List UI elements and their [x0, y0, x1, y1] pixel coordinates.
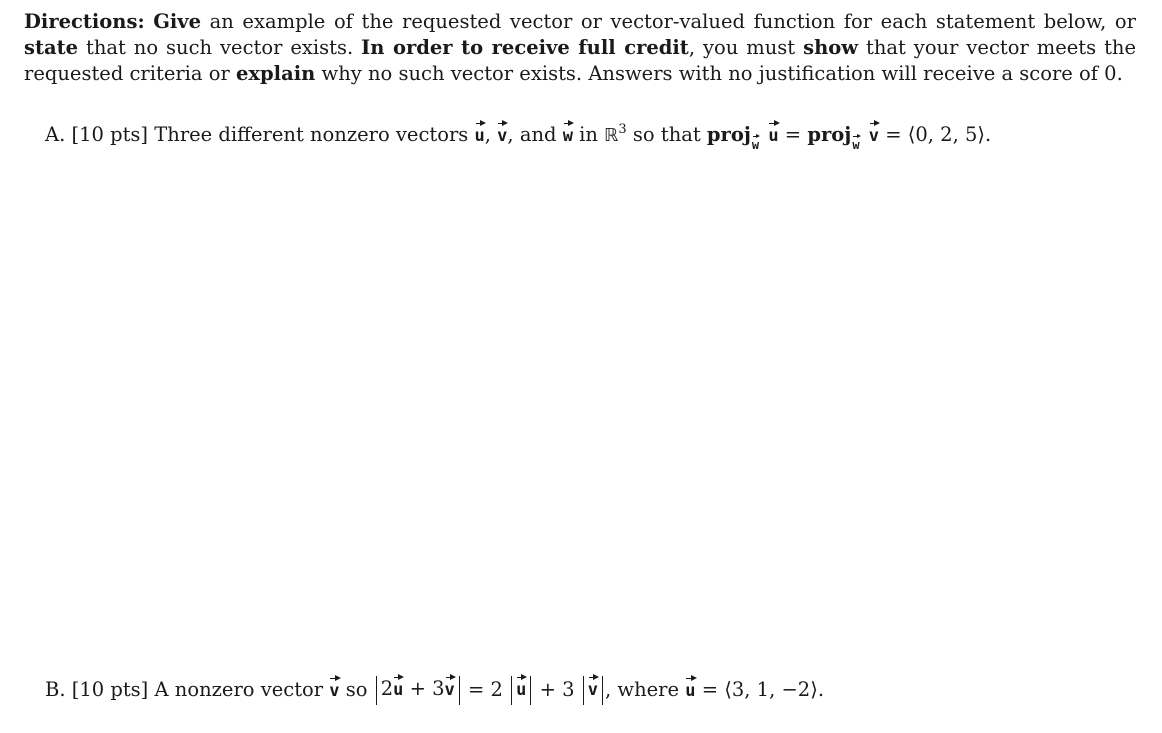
real-numbers-symbol: ℝ: [604, 125, 619, 146]
problem-b-points: [10 pts]: [71, 678, 149, 701]
where-text: , where: [605, 678, 680, 701]
problem-b-label: B.: [45, 678, 66, 701]
vector-v: v: [329, 681, 340, 701]
norm-2u-plus-3v: [376, 676, 460, 705]
vector-v: v: [497, 126, 508, 146]
problem-a-label: A.: [45, 123, 66, 146]
vector-u: u: [474, 126, 485, 146]
vector-v: v: [868, 126, 880, 146]
vector-u: u: [516, 680, 527, 700]
and-text: , and: [507, 123, 557, 146]
vector-u: u: [393, 680, 404, 700]
exponent: 3: [618, 122, 627, 137]
vector-u: u: [768, 126, 779, 146]
equals-coefficient: = 2: [467, 678, 503, 701]
directions-text: why no such vector exists. Answers with no justification will receive a score of 0.: [321, 62, 1123, 85]
problem-a-text: Three different nonzero vectors: [154, 123, 469, 146]
norm-v: [583, 676, 603, 705]
plus-coefficient: + 3: [539, 678, 575, 701]
directions-text: an example of the requested vector or vector-valued function for each statement below, or: [209, 10, 1136, 33]
directions-text: that your vector meets the requested criteria or: [24, 36, 1137, 85]
directions-text: that no such vector exists.: [86, 36, 354, 59]
result-vector: = ⟨0, 2, 5⟩.: [885, 123, 992, 146]
directions-give: Give: [153, 10, 202, 33]
directions-explain: explain: [236, 62, 316, 85]
problem-b-text: A nonzero vector: [154, 678, 324, 701]
directions-paragraph: [24, 9, 1136, 87]
vector-w-subscript: w: [751, 138, 760, 152]
vector-w-subscript: w: [852, 138, 860, 152]
vector-v: v: [444, 680, 455, 700]
proj-operator: proj: [706, 123, 751, 146]
result-vector: = ⟨3, 1, −2⟩.: [701, 678, 825, 701]
directions-state: state: [24, 36, 79, 59]
vector-u: u: [685, 681, 696, 701]
plus-coefficient: + 3: [409, 677, 445, 700]
equals: =: [784, 123, 802, 146]
so-that-text: so that: [632, 123, 701, 146]
norm-u: [511, 676, 531, 705]
directions-label: Directions:: [24, 10, 145, 33]
proj-operator: proj: [807, 123, 852, 146]
problem-a: [45, 122, 992, 152]
directions-show: show: [803, 36, 859, 59]
vector-w: w: [562, 126, 573, 146]
comma: ,: [484, 123, 491, 146]
directions-credit: In order to receive full credit: [361, 36, 689, 59]
problem-b: [45, 676, 824, 705]
problem-a-points: [10 pts]: [71, 123, 149, 146]
vector-v: v: [587, 680, 598, 700]
directions-text: , you must: [688, 36, 796, 59]
coefficient: 2: [380, 677, 394, 700]
so-text: so: [345, 678, 368, 701]
in-text: in: [579, 123, 598, 146]
